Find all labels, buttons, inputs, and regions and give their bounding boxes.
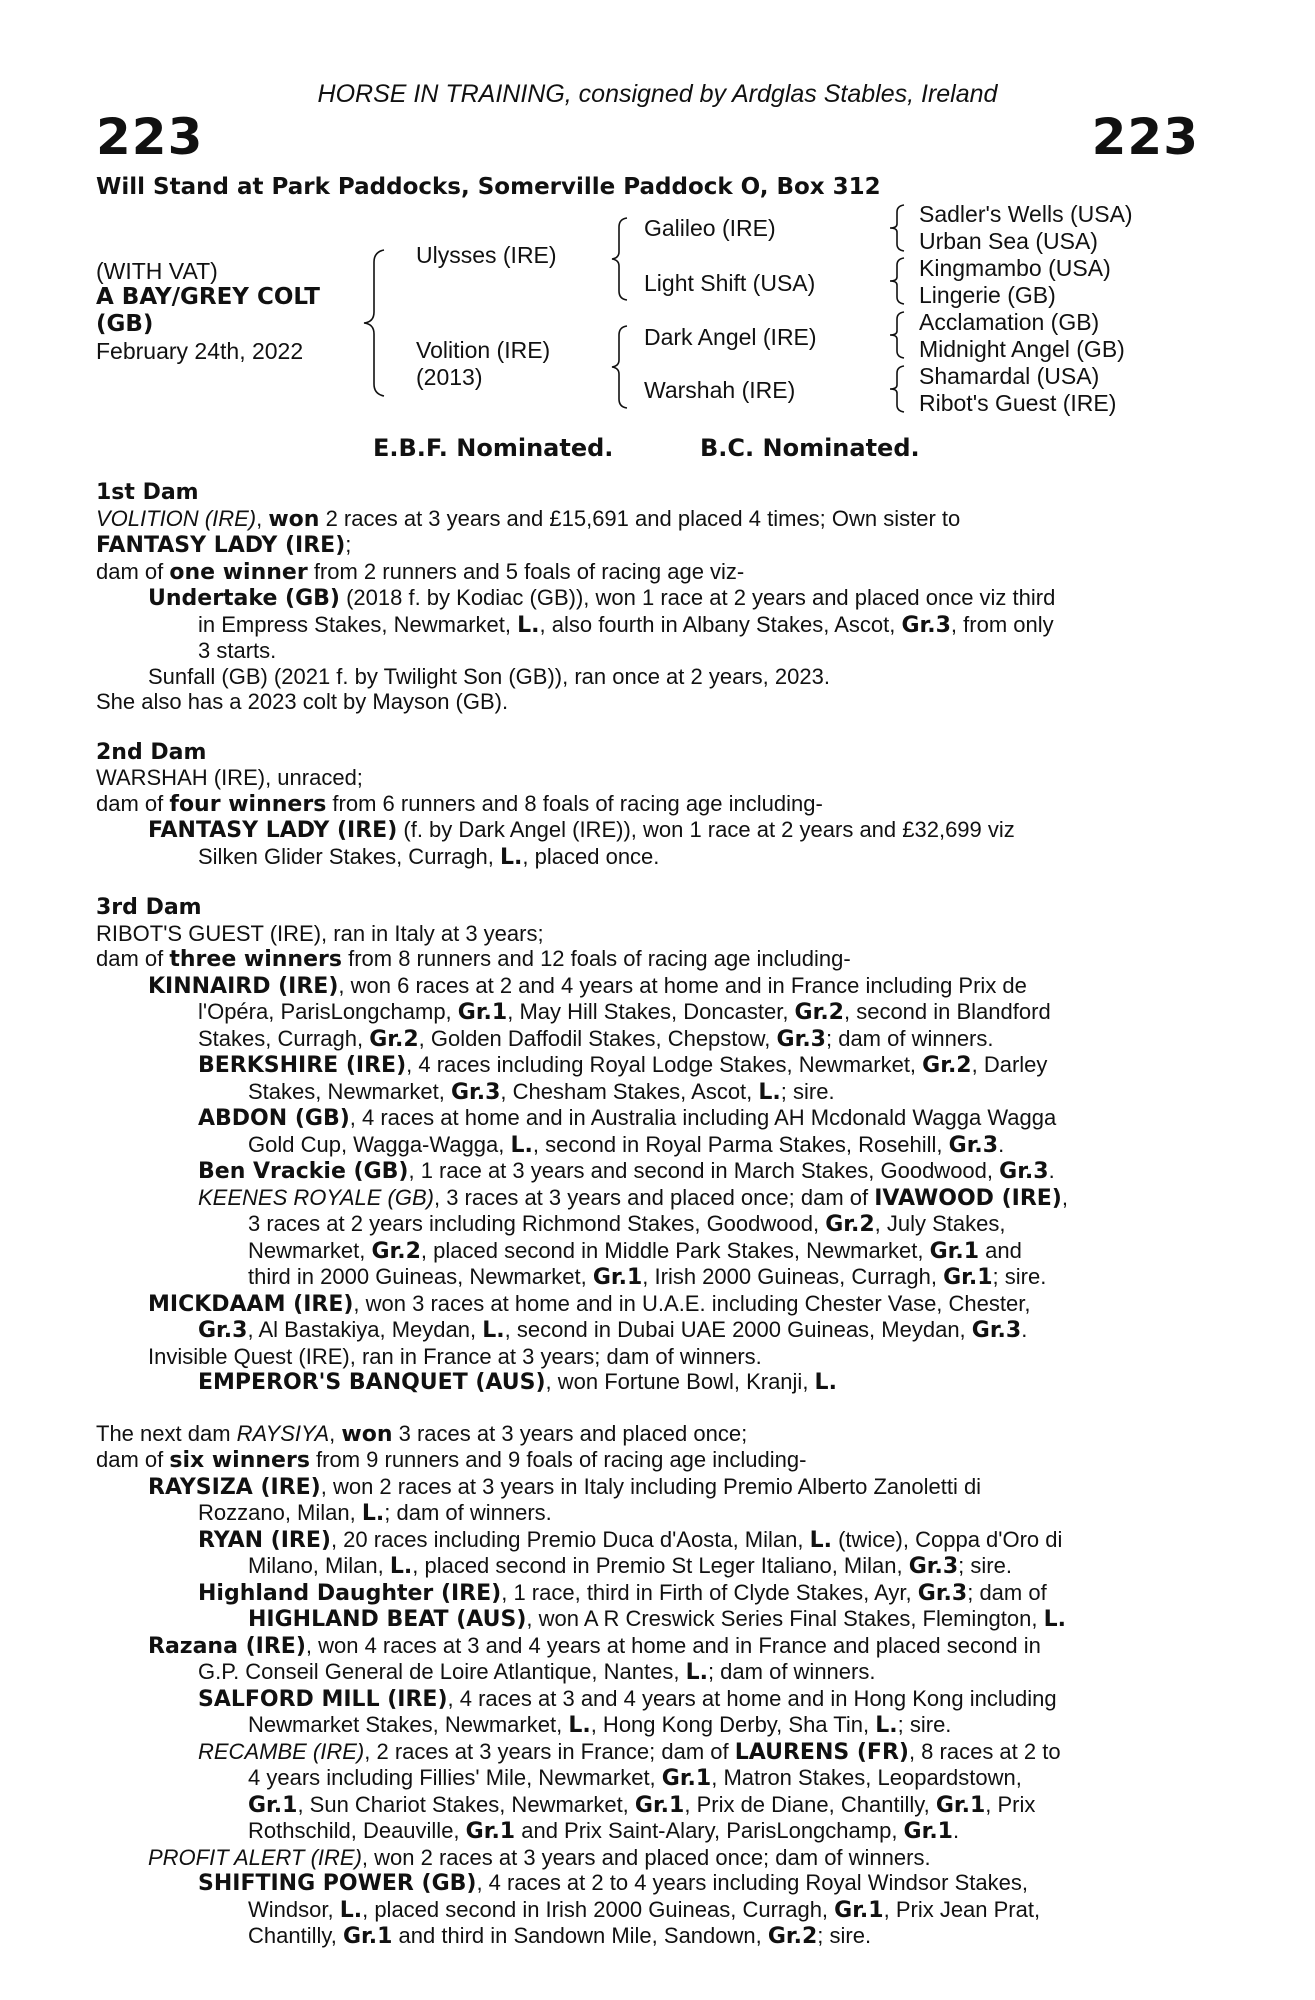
bold-text: RAYSIZA (IRE): [148, 1474, 321, 1500]
text-span: from 6 runners and 8 foals of racing age including-: [326, 790, 823, 816]
text-line: [198, 1870, 1202, 1897]
bold-text: Gr.3: [917, 1580, 968, 1606]
bold-text: L.: [482, 1318, 505, 1343]
bold-text: Gr.1: [834, 1897, 884, 1923]
text-span: , 4 races at 2 to 4 years including Royal Windsor Stakes,: [476, 1870, 1028, 1895]
text-span: dam of: [96, 790, 170, 816]
pedigree-brace-dam: [608, 324, 632, 410]
pedigree-section: [96, 895, 1202, 1396]
horse-description: A BAY/GREY COLT: [96, 284, 320, 310]
horse-origin: (GB): [96, 311, 154, 337]
pedigree-g2: Urban Sea (USA): [919, 228, 1098, 254]
text-line: [248, 1818, 1202, 1845]
pedigree-g7: Shamardal (USA): [919, 363, 1100, 389]
text-span: Silken Glider Stakes, Curragh,: [198, 843, 501, 869]
text-line: [198, 1026, 1202, 1053]
text-span: , placed once.: [522, 843, 660, 869]
bold-text: won: [268, 506, 320, 532]
text-span: , 4 races at 3 and 4 years at home and in Hong Kong including: [447, 1685, 1057, 1711]
text-span: .: [998, 1131, 1005, 1157]
text-span: Stakes, Newmarket,: [248, 1078, 451, 1104]
text-span: 3 starts.: [198, 638, 277, 663]
pedigree-sire-sire: Galileo (IRE): [644, 215, 776, 241]
stand-location: Will Stand at Park Paddocks, Somerville Paddock O, Box 312: [96, 174, 881, 200]
text-span: 3 races at 3 years and placed once;: [392, 1420, 748, 1446]
text-span: .: [952, 1818, 960, 1843]
bold-text: FANTASY LADY (IRE): [96, 533, 346, 558]
text-span: ; sire.: [780, 1078, 835, 1104]
text-span: , won 2 races at 3 years and placed once; dam of winners.: [361, 1844, 931, 1870]
text-line: [198, 1739, 1202, 1766]
bold-text: L.: [685, 1660, 708, 1685]
text-span: , 20 races including Premio Duca d'Aosta, Milan,: [330, 1526, 810, 1552]
text-span: ; sire.: [817, 1923, 872, 1948]
text-line: [148, 1344, 1202, 1370]
text-line: [198, 1369, 1202, 1396]
text-line: [148, 1845, 1202, 1871]
text-line: [248, 1712, 1202, 1739]
text-span: ,: [329, 1420, 342, 1446]
text-line: [198, 1317, 1202, 1344]
text-span: , Golden Daffodil Stakes, Chepstow,: [418, 1025, 777, 1051]
text-line: [248, 1553, 1202, 1580]
text-line: [198, 638, 1202, 664]
text-span: ; sire.: [958, 1553, 1012, 1578]
bold-text: SALFORD MILL (IRE): [198, 1686, 448, 1712]
vat-note: (WITH VAT): [96, 258, 218, 284]
bold-text: Highland Daughter (IRE): [198, 1580, 502, 1606]
text-line: [96, 946, 1202, 973]
text-span: from 8 runners and 12 foals of racing age including-: [341, 946, 851, 971]
text-line: [148, 664, 1202, 690]
text-span: (2018 f. by Kodiac (GB)), won 1 race at 2 years and placed once viz third: [339, 585, 1056, 610]
text-span: RIBOT'S GUEST (IRE), ran in Italy at 3 years;: [96, 920, 544, 946]
text-line: [248, 1897, 1202, 1924]
bold-text: IVAWOOD (IRE): [874, 1185, 1062, 1211]
text-span: ,: [256, 505, 269, 531]
bold-text: Gr.3: [948, 1132, 999, 1158]
text-span: G.P. Conseil General de Loire Atlantique, Nantes,: [198, 1659, 686, 1684]
text-span: , Al Bastakiya, Meydan,: [247, 1317, 483, 1342]
text-span: ;: [345, 532, 352, 557]
pedigree-sire: Ulysses (IRE): [416, 242, 557, 268]
text-span: ; sire.: [992, 1264, 1047, 1289]
bold-text: Gr.3: [901, 612, 951, 638]
text-span: , placed second in Irish 2000 Guineas, Curragh,: [362, 1896, 835, 1922]
text-span: , from only: [950, 611, 1054, 637]
text-span: Stakes, Curragh,: [198, 1025, 370, 1051]
bold-text: L.: [389, 1554, 413, 1579]
section-heading: 1st Dam: [96, 480, 199, 505]
text-line: [96, 791, 1202, 818]
text-line: [148, 1633, 1202, 1660]
text-span: Sunfall (GB) (2021 f. by Twilight Son (GB)), ran once at 2 years, 2023.: [148, 663, 830, 689]
pedigree-sire-dam: Light Shift (USA): [644, 270, 816, 296]
text-line: [198, 1052, 1202, 1079]
text-line: [248, 1238, 1202, 1265]
text-span: , second in Blandford: [843, 999, 1051, 1024]
text-span: Gold Cup, Wagga-Wagga,: [248, 1131, 511, 1157]
section-heading: 3rd Dam: [96, 895, 202, 920]
text-span: , Sun Chariot Stakes, Newmarket,: [297, 1791, 635, 1817]
bold-text: L.: [361, 1501, 385, 1526]
bold-text: L.: [875, 1713, 898, 1738]
bold-text: Gr.3: [908, 1554, 959, 1579]
pedigree-g8: Ribot's Guest (IRE): [919, 390, 1117, 416]
text-span: , 1 race, third in Firth of Clyde Stakes, Ayr,: [501, 1579, 918, 1605]
bold-text: Gr.2: [922, 1053, 972, 1078]
text-line: [248, 1792, 1202, 1819]
bold-text: L.: [1043, 1607, 1066, 1632]
bold-text: BERKSHIRE (IRE): [198, 1053, 407, 1078]
section-heading: 2nd Dam: [96, 739, 207, 765]
text-line: [248, 1132, 1202, 1159]
text-span: , May Hill Stakes, Doncaster,: [507, 999, 795, 1024]
text-span: Newmarket,: [248, 1237, 372, 1263]
text-span: from 9 runners and 9 foals of racing age including-: [309, 1447, 807, 1472]
bold-text: SHIFTING POWER (GB): [198, 1871, 477, 1896]
text-span: (f. by Dark Angel (IRE)), won 1 race at 2 years and £32,699 viz: [397, 817, 1015, 842]
bold-text: one winner: [169, 559, 308, 585]
bold-text: Gr.2: [825, 1212, 875, 1237]
text-line: [248, 1264, 1202, 1291]
text-span: third in 2000 Guineas, Newmarket,: [248, 1264, 593, 1289]
text-span: Invisible Quest (IRE), ran in France at 3 years; dam of winners.: [148, 1343, 762, 1369]
pedigree-dam-year: (2013): [416, 364, 483, 390]
pedigree-section: [96, 1421, 1202, 1950]
text-span: 2 races at 3 years and £15,691 and placed 4 times; Own sister to: [319, 505, 961, 531]
text-span: 4 years including Fillies' Mile, Newmarket,: [248, 1765, 662, 1790]
bold-text: Gr.1: [465, 1819, 516, 1844]
text-line: [248, 1079, 1202, 1106]
text-span: 3 races at 2 years including Richmond Stakes, Goodwood,: [248, 1211, 826, 1236]
text-span: .: [1048, 1158, 1055, 1183]
bold-text: Gr.2: [369, 1026, 419, 1052]
text-line: [148, 1291, 1202, 1318]
bold-text: L.: [814, 1370, 837, 1395]
bold-text: RYAN (IRE): [198, 1527, 331, 1553]
section-gap: [96, 715, 1202, 740]
text-line: [248, 1211, 1202, 1238]
text-line: [148, 973, 1202, 1000]
text-span: She also has a 2023 colt by Mayson (GB).: [96, 689, 509, 714]
bold-text: L.: [500, 844, 523, 870]
text-line: [198, 1527, 1202, 1554]
text-span: WARSHAH (IRE), unraced;: [96, 765, 363, 790]
text-span: , 2 races at 3 years in France; dam of: [364, 1738, 735, 1764]
pedigree-section: [96, 480, 1202, 715]
text-line: [248, 1765, 1202, 1792]
text-span: , Darley: [971, 1052, 1048, 1077]
bold-text: Gr.3: [999, 1159, 1049, 1184]
text-line: [198, 999, 1202, 1026]
bold-text: Gr.1: [592, 1265, 643, 1290]
catalogue-body: [96, 480, 1202, 1950]
text-line: [96, 1421, 1202, 1448]
text-span: , Irish 2000 Guineas, Curragh,: [642, 1264, 944, 1289]
text-span: , Prix: [985, 1791, 1036, 1817]
italic-text: VOLITION (IRE): [96, 505, 257, 531]
bold-text: Gr.3: [971, 1318, 1022, 1343]
text-line: [198, 1185, 1202, 1212]
bold-text: six winners: [169, 1448, 310, 1473]
bold-text: Gr.1: [634, 1792, 685, 1818]
text-span: , Matron Stakes, Leopardstown,: [711, 1765, 1022, 1790]
pedigree-g4: Lingerie (GB): [919, 282, 1056, 308]
bold-text: Gr.1: [929, 1238, 980, 1264]
text-span: , won Fortune Bowl, Kranji,: [545, 1369, 815, 1394]
bold-text: ABDON (GB): [198, 1106, 350, 1131]
text-span: , July Stakes,: [874, 1211, 1006, 1236]
bold-text: L.: [758, 1079, 781, 1105]
pedigree-g3: Kingmambo (USA): [919, 255, 1111, 281]
text-span: ; dam of winners.: [384, 1500, 552, 1525]
bold-text: L.: [339, 1897, 363, 1923]
text-line: [148, 1474, 1202, 1501]
bold-text: L.: [517, 612, 540, 638]
text-line: [96, 689, 1202, 715]
text-line: [198, 612, 1202, 639]
pedigree-g6: Midnight Angel (GB): [919, 336, 1125, 362]
text-span: , placed second in Premio St Leger Italiano, Milan,: [412, 1553, 909, 1578]
bold-text: EMPEROR'S BANQUET (AUS): [198, 1370, 546, 1395]
bold-text: Gr.1: [943, 1265, 993, 1290]
text-line: [96, 559, 1202, 586]
text-span: Windsor,: [248, 1896, 340, 1922]
text-span: (twice), Coppa d'Oro di: [831, 1526, 1063, 1552]
text-span: , also fourth in Albany Stakes, Ascot,: [539, 611, 902, 637]
text-span: dam of: [96, 558, 170, 584]
text-span: , Hong Kong Derby, Sha Tin,: [590, 1712, 876, 1737]
text-line: [96, 765, 1202, 791]
text-span: from 2 runners and 5 foals of racing age viz-: [307, 558, 745, 584]
text-span: ; sire.: [897, 1712, 952, 1737]
text-span: , Chesham Stakes, Ascot,: [500, 1078, 759, 1104]
text-line: [198, 844, 1202, 871]
text-span: Chantilly,: [248, 1923, 343, 1948]
bold-text: LAURENS (FR): [734, 1739, 909, 1765]
lot-number-left: 223: [96, 108, 204, 166]
text-span: in Empress Stakes, Newmarket,: [198, 611, 518, 637]
text-span: l'Opéra, ParisLongchamp,: [198, 999, 458, 1024]
bold-text: L.: [809, 1527, 832, 1553]
text-span: dam of: [96, 946, 170, 971]
bold-text: Gr.3: [776, 1026, 826, 1052]
pedigree-brace-g2: [886, 256, 908, 306]
text-line: [96, 921, 1202, 947]
bold-text: Razana (IRE): [148, 1633, 306, 1659]
text-span: Rothschild, Deauville,: [248, 1818, 466, 1843]
text-span: , placed second in Middle Park Stakes, Newmarket,: [420, 1237, 930, 1263]
pedigree-brace-main: [360, 248, 390, 398]
text-span: , Prix Jean Prat,: [883, 1896, 1041, 1922]
text-span: ; dam of winners.: [825, 1025, 994, 1051]
text-span: , Prix de Diane, Chantilly,: [684, 1791, 936, 1817]
section-gap: [96, 870, 1202, 895]
text-span: , 3 races at 3 years and placed once; dam of: [433, 1184, 875, 1210]
bold-text: KINNAIRD (IRE): [148, 973, 339, 999]
lot-number-right: 223: [1091, 108, 1199, 166]
text-span: dam of: [96, 1447, 170, 1472]
text-span: , 4 races at home and in Australia including AH Mcdonald Wagga Wagga: [349, 1105, 1057, 1130]
text-span: , 1 race at 3 years and second in March Stakes, Goodwood,: [408, 1158, 1000, 1183]
text-span: and Prix Saint-Alary, ParisLongchamp,: [515, 1818, 904, 1843]
bold-text: HIGHLAND BEAT (AUS): [248, 1607, 527, 1632]
pedigree-brace-g4: [886, 364, 908, 414]
text-span: .: [1021, 1317, 1028, 1342]
italic-text: KEENES ROYALE (GB): [198, 1184, 434, 1210]
text-line: [96, 1447, 1202, 1474]
text-span: Newmarket Stakes, Newmarket,: [248, 1712, 569, 1737]
ebf-nomination: E.B.F. Nominated.: [373, 434, 614, 462]
text-span: , second in Royal Parma Stakes, Rosehill,: [532, 1131, 949, 1157]
text-span: Milano, Milan,: [248, 1553, 390, 1578]
text-line: [248, 1606, 1202, 1633]
text-span: , 8 races at 2 to: [908, 1738, 1061, 1764]
bold-text: three winners: [169, 947, 342, 972]
bold-text: Undertake (GB): [148, 586, 340, 611]
bold-text: L.: [510, 1132, 533, 1158]
italic-text: RECAMBE (IRE): [198, 1738, 365, 1764]
text-span: , won 3 races at home and in U.A.E. including Chester Vase, Chester,: [353, 1290, 1031, 1316]
pedigree-brace-g3: [886, 310, 908, 360]
pedigree-g1: Sadler's Wells (USA): [919, 201, 1133, 227]
text-line: [96, 506, 1202, 533]
pedigree-section: [96, 740, 1202, 871]
bold-text: Gr.2: [794, 1000, 844, 1025]
bold-text: Gr.1: [935, 1792, 986, 1818]
text-line: [198, 1686, 1202, 1713]
bold-text: Gr.1: [457, 1000, 508, 1025]
bc-nomination: B.C. Nominated.: [700, 434, 920, 462]
bold-text: Gr.2: [767, 1924, 818, 1949]
pedigree-brace-sire: [608, 216, 632, 302]
text-span: ,: [1061, 1184, 1068, 1210]
bold-text: Ben Vrackie (GB): [198, 1159, 409, 1184]
text-span: ; dam of: [967, 1579, 1047, 1605]
bold-text: Gr.1: [248, 1792, 298, 1818]
text-span: , 4 races including Royal Lodge Stakes, Newmarket,: [406, 1052, 923, 1077]
text-span: ; dam of winners.: [707, 1659, 876, 1684]
text-line: [148, 817, 1202, 844]
text-span: and: [979, 1237, 1022, 1263]
text-line: [248, 1923, 1202, 1950]
bold-text: four winners: [169, 791, 327, 817]
page-header-title: HORSE IN TRAINING, consigned by Ardglas Stables, Ireland: [317, 80, 998, 108]
text-line: [198, 1580, 1202, 1607]
bold-text: Gr.1: [661, 1766, 712, 1791]
text-span: and third in Sandown Mile, Sandown,: [392, 1923, 768, 1948]
pedigree-brace-g1: [886, 203, 908, 253]
text-span: , won 4 races at 3 and 4 years at home and in France and placed second in: [305, 1632, 1041, 1658]
bold-text: L.: [568, 1713, 591, 1738]
section-gap: [96, 1396, 1202, 1421]
text-line: [198, 1105, 1202, 1132]
text-line: [96, 532, 1202, 559]
text-span: , won 6 races at 2 and 4 years at home and in France including Prix de: [338, 972, 1027, 998]
bold-text: Gr.1: [342, 1924, 393, 1949]
pedigree-g5: Acclamation (GB): [919, 309, 1100, 335]
bold-text: won: [341, 1421, 393, 1447]
text-span: , second in Dubai UAE 2000 Guineas, Meydan,: [504, 1317, 972, 1342]
bold-text: Gr.2: [371, 1238, 421, 1264]
text-span: The next dam: [96, 1420, 237, 1446]
italic-text: RAYSIYA: [236, 1420, 330, 1446]
text-line: [148, 585, 1202, 612]
text-span: Rozzano, Milan,: [198, 1500, 362, 1525]
bold-text: FANTASY LADY (IRE): [148, 818, 398, 843]
pedigree-dam: Volition (IRE): [416, 337, 551, 363]
text-span: , won A R Creswick Series Final Stakes, Flemington,: [526, 1606, 1044, 1631]
italic-text: PROFIT ALERT (IRE): [148, 1844, 362, 1870]
bold-text: MICKDAAM (IRE): [148, 1291, 354, 1317]
text-span: , won 2 races at 3 years in Italy including Premio Alberto Zanoletti di: [320, 1473, 982, 1499]
bold-text: Gr.3: [450, 1079, 501, 1105]
pedigree-dam-sire: Dark Angel (IRE): [644, 324, 817, 350]
bold-text: Gr.3: [198, 1318, 248, 1343]
text-line: [198, 1500, 1202, 1527]
pedigree-dam-dam: Warshah (IRE): [644, 377, 796, 403]
foaling-date: February 24th, 2022: [96, 338, 304, 364]
text-line: [198, 1659, 1202, 1686]
text-line: [198, 1158, 1202, 1185]
bold-text: Gr.1: [903, 1819, 953, 1844]
